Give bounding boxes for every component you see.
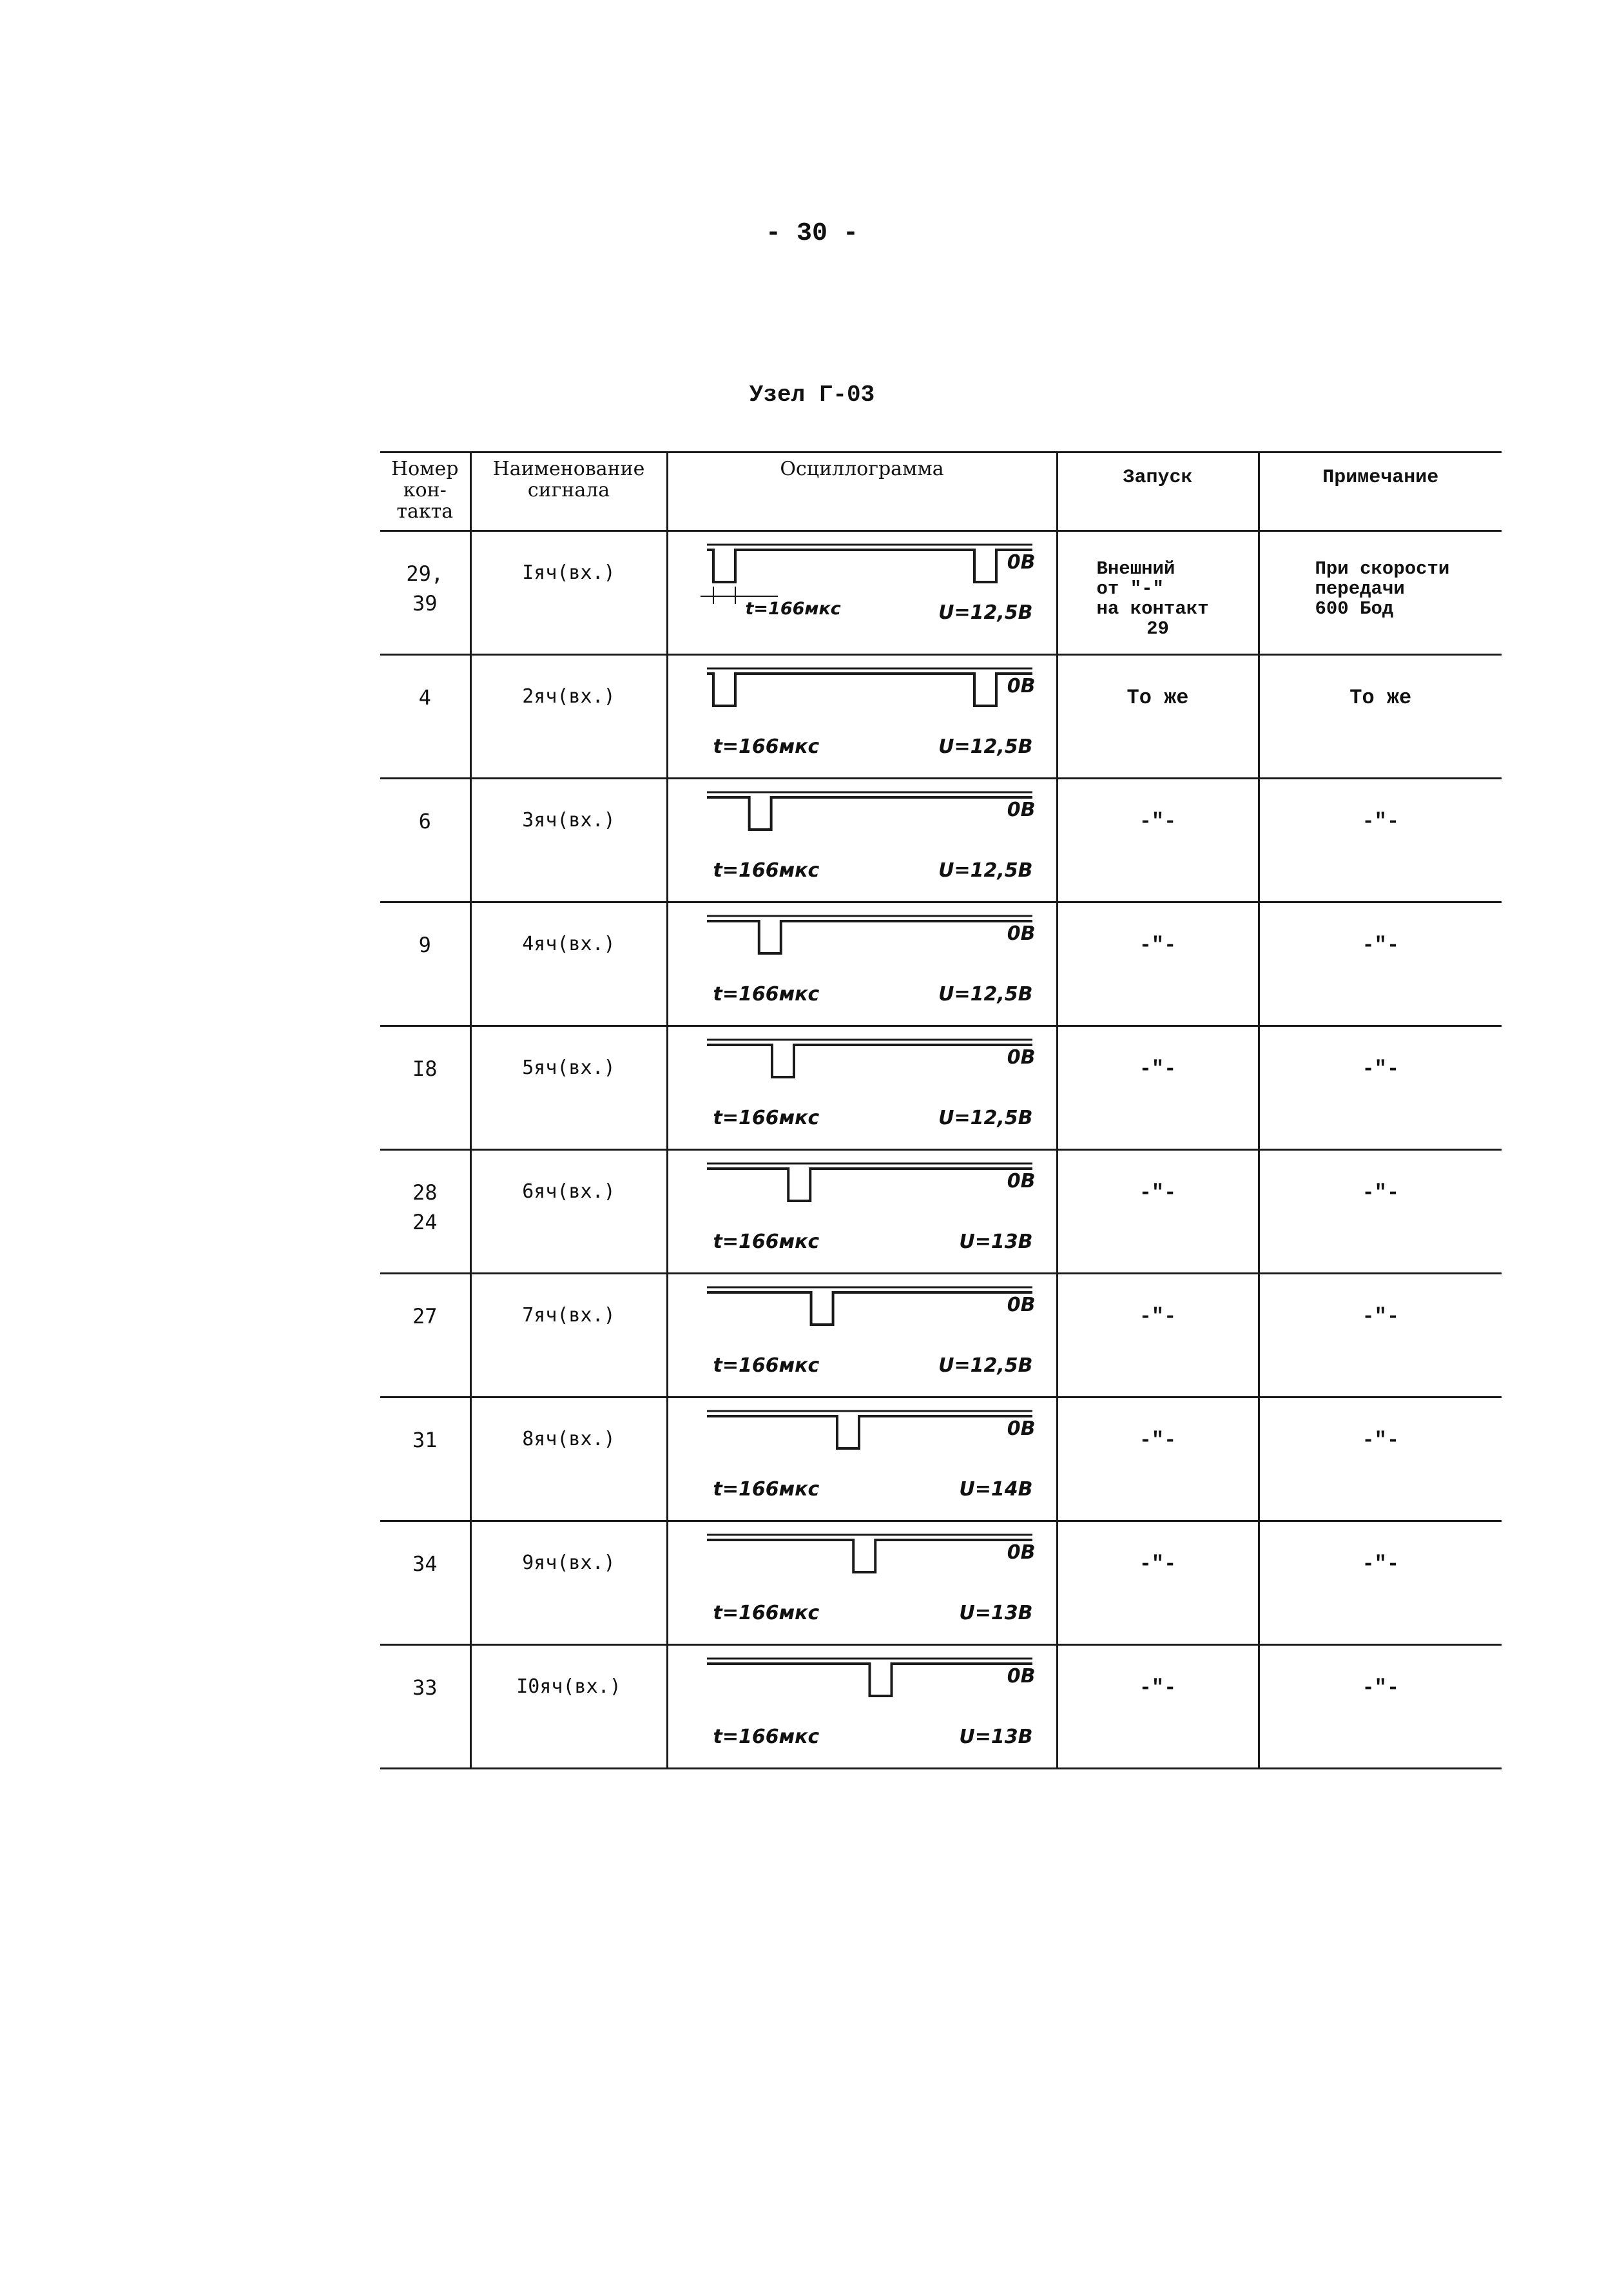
pulse-duration-label: t=166мкс: [713, 735, 820, 758]
note-text: -"-: [1362, 1181, 1400, 1205]
pulse-trace: [707, 674, 1032, 706]
voltage-label: U=12,5В: [938, 735, 1033, 758]
cell-note: [1259, 779, 1502, 902]
cell-note: [1259, 1150, 1502, 1274]
note-text: -"-: [1362, 1428, 1400, 1452]
pulse-duration-label: t=166мкс: [713, 1107, 820, 1129]
cell-oscillogram: [667, 1397, 1057, 1521]
pulse-trace: [707, 1045, 1032, 1077]
cell-note: [1259, 1521, 1502, 1645]
header-contact-line: Номер: [391, 458, 459, 480]
contact-number: 29,: [406, 561, 444, 586]
note-text: -"-: [1362, 1057, 1400, 1081]
cell-oscillogram: [667, 1521, 1057, 1645]
voltage-label: U=14В: [959, 1478, 1033, 1501]
voltage-label: U=12,5В: [938, 1107, 1033, 1129]
voltage-label: U=13В: [959, 1231, 1033, 1253]
cell-signal-name: 6яч(вх.): [470, 1150, 667, 1274]
zero-level-label: 0В: [1007, 551, 1036, 574]
launch-text: -"-: [1139, 810, 1177, 833]
oscillogram-waveform: [668, 1522, 1058, 1644]
cell-note: [1259, 655, 1502, 779]
pulse-trace: [707, 1416, 1032, 1448]
zero-level-label: 0В: [1007, 1541, 1036, 1564]
contact-number: 9: [418, 933, 431, 957]
oscillogram-waveform: [668, 903, 1058, 1026]
cell-note: [1259, 1274, 1502, 1397]
cell-oscillogram: [667, 1026, 1057, 1150]
zero-level-label: 0В: [1007, 1046, 1036, 1069]
contact-number: 24: [412, 1210, 438, 1234]
zero-level-label: 0В: [1007, 922, 1036, 945]
contact-number: I8: [412, 1056, 438, 1081]
cell-note: [1259, 1645, 1502, 1769]
oscillogram-waveform: [668, 779, 1058, 902]
cell-signal-name: 2яч(вх.): [470, 655, 667, 779]
contact-number: 4: [418, 685, 431, 710]
voltage-label: U=12,5В: [938, 859, 1033, 882]
cell-oscillogram: [667, 1274, 1057, 1397]
oscillogram-waveform: [668, 1027, 1058, 1149]
table-row: [380, 1397, 1502, 1521]
table-body: [380, 531, 1502, 1769]
voltage-label: U=12,5В: [938, 1354, 1033, 1377]
signal-table: [380, 451, 1502, 1769]
launch-text: от "-": [1096, 578, 1164, 599]
table-row: [380, 1026, 1502, 1150]
cell-launch: [1057, 1645, 1259, 1769]
cell-note: [1259, 1026, 1502, 1150]
launch-text: -"-: [1139, 1552, 1177, 1576]
zero-level-label: 0В: [1007, 799, 1036, 821]
cell-oscillogram: [667, 655, 1057, 779]
header-note: Примечание: [1259, 453, 1502, 531]
cell-contact-number: [380, 1645, 470, 1769]
zero-level-label: 0В: [1007, 1170, 1036, 1193]
pulse-trace: [707, 921, 1032, 953]
pulse-trace: [707, 1292, 1032, 1325]
pulse-duration-label: t=166мкс: [713, 859, 820, 882]
oscillogram-waveform: [668, 1646, 1058, 1768]
cell-contact-number: [380, 531, 470, 655]
launch-text: -"-: [1139, 1428, 1177, 1452]
contact-number: 28: [412, 1180, 438, 1205]
cell-oscillogram: [667, 902, 1057, 1026]
voltage-label: U=13В: [959, 1602, 1033, 1624]
contact-number: 33: [412, 1675, 438, 1700]
page-number: - 30 -: [765, 219, 859, 248]
voltage-label: U=13В: [959, 1726, 1033, 1748]
contact-number: 6: [418, 809, 431, 833]
cell-contact-number: [380, 1397, 470, 1521]
pulse-trace: [707, 1540, 1032, 1572]
table-row: [380, 1521, 1502, 1645]
launch-text: -"-: [1139, 1676, 1177, 1700]
cell-note: [1259, 1397, 1502, 1521]
table-row: [380, 779, 1502, 902]
launch-text: -"-: [1139, 1305, 1177, 1329]
launch-text: -"-: [1139, 1181, 1177, 1205]
cell-oscillogram: [667, 531, 1057, 655]
header-signal: [470, 453, 667, 531]
zero-level-label: 0В: [1007, 1417, 1036, 1440]
table-row: [380, 1274, 1502, 1397]
contact-number: 27: [412, 1304, 438, 1329]
oscillogram-waveform: [668, 656, 1058, 778]
contact-number: 31: [412, 1428, 438, 1452]
cell-contact-number: [380, 1274, 470, 1397]
pulse-trace: [707, 797, 1032, 830]
cell-oscillogram: [667, 779, 1057, 902]
oscillogram-waveform: [668, 1398, 1058, 1521]
pulse-trace: [707, 550, 1032, 582]
header-oscillogram: Осциллограмма: [667, 453, 1057, 531]
table-row: [380, 531, 1502, 655]
oscillogram-waveform: [668, 1274, 1058, 1397]
zero-level-label: 0В: [1007, 1294, 1036, 1316]
note-text: При скорости: [1315, 558, 1450, 579]
cell-signal-name: 9яч(вх.): [470, 1521, 667, 1645]
note-text: -"-: [1362, 1676, 1400, 1700]
cell-contact-number: [380, 902, 470, 1026]
table-row: [380, 1150, 1502, 1274]
header-launch: Запуск: [1057, 453, 1259, 531]
cell-launch: [1057, 1026, 1259, 1150]
header-contact-line: кон-: [403, 479, 447, 501]
pulse-duration-label: t=166мкс: [713, 1726, 820, 1748]
cell-signal-name: 7яч(вх.): [470, 1274, 667, 1397]
cell-launch: [1057, 531, 1259, 655]
cell-launch: [1057, 779, 1259, 902]
pulse-duration-label: t=166мкс: [713, 1478, 820, 1501]
cell-signal-name: 3яч(вх.): [470, 779, 667, 902]
cell-note: [1259, 531, 1502, 655]
launch-text: -"-: [1139, 1057, 1177, 1081]
cell-oscillogram: [667, 1150, 1057, 1274]
note-text: -"-: [1362, 1552, 1400, 1576]
note-text: -"-: [1362, 933, 1400, 957]
table-row: [380, 1645, 1502, 1769]
zero-level-label: 0В: [1007, 675, 1036, 697]
cell-contact-number: [380, 1026, 470, 1150]
cell-signal-name: 4яч(вх.): [470, 902, 667, 1026]
pulse-duration-label: t=166мкс: [713, 983, 820, 1006]
launch-text: Внешний: [1096, 558, 1175, 579]
cell-note: [1259, 902, 1502, 1026]
contact-number: 34: [412, 1552, 438, 1576]
note-text: -"-: [1362, 1305, 1400, 1329]
cell-launch: [1057, 902, 1259, 1026]
note-text: То же: [1349, 686, 1412, 710]
header-signal-line: Наименование: [492, 458, 645, 480]
pulse-duration-label: t=166мкс: [713, 1602, 820, 1624]
cell-signal-name: I0яч(вх.): [470, 1645, 667, 1769]
cell-launch: [1057, 1150, 1259, 1274]
cell-launch: [1057, 1274, 1259, 1397]
contact-number: 39: [412, 591, 438, 616]
cell-launch: [1057, 1521, 1259, 1645]
table-row: [380, 655, 1502, 779]
header-signal-line: сигнала: [527, 479, 610, 501]
launch-text: -"-: [1139, 933, 1177, 957]
pulse-duration-label: t=166мкс: [713, 1231, 820, 1253]
header-contact: [380, 453, 470, 531]
launch-text: на контакт: [1096, 598, 1209, 619]
table-row: [380, 902, 1502, 1026]
cell-oscillogram: [667, 1645, 1057, 1769]
pulse-trace: [707, 1169, 1032, 1201]
launch-text: То же: [1126, 686, 1189, 710]
oscillogram-waveform: [668, 532, 1058, 654]
cell-contact-number: [380, 655, 470, 779]
voltage-label: U=12,5В: [938, 983, 1033, 1006]
cell-signal-name: Iяч(вх.): [470, 531, 667, 655]
note-text: передачи: [1315, 578, 1405, 599]
node-title: Узел Г-03: [749, 382, 875, 408]
zero-level-label: 0В: [1007, 1665, 1036, 1688]
launch-text: 29: [1146, 618, 1169, 639]
cell-contact-number: [380, 1150, 470, 1274]
cell-contact-number: [380, 779, 470, 902]
cell-signal-name: 5яч(вх.): [470, 1026, 667, 1150]
cell-launch: [1057, 1397, 1259, 1521]
cell-launch: [1057, 655, 1259, 779]
pulse-duration-label: t=166мкс: [745, 599, 841, 619]
pulse-duration-label: t=166мкс: [713, 1354, 820, 1377]
header-contact-line: такта: [396, 500, 454, 523]
note-text: -"-: [1362, 810, 1400, 833]
pulse-trace: [707, 1664, 1032, 1696]
voltage-label: U=12,5В: [938, 601, 1033, 624]
cell-signal-name: 8яч(вх.): [470, 1397, 667, 1521]
cell-contact-number: [380, 1521, 470, 1645]
header-row: [380, 453, 1502, 531]
note-text: 600 Бод: [1315, 598, 1394, 619]
oscillogram-waveform: [668, 1151, 1058, 1273]
